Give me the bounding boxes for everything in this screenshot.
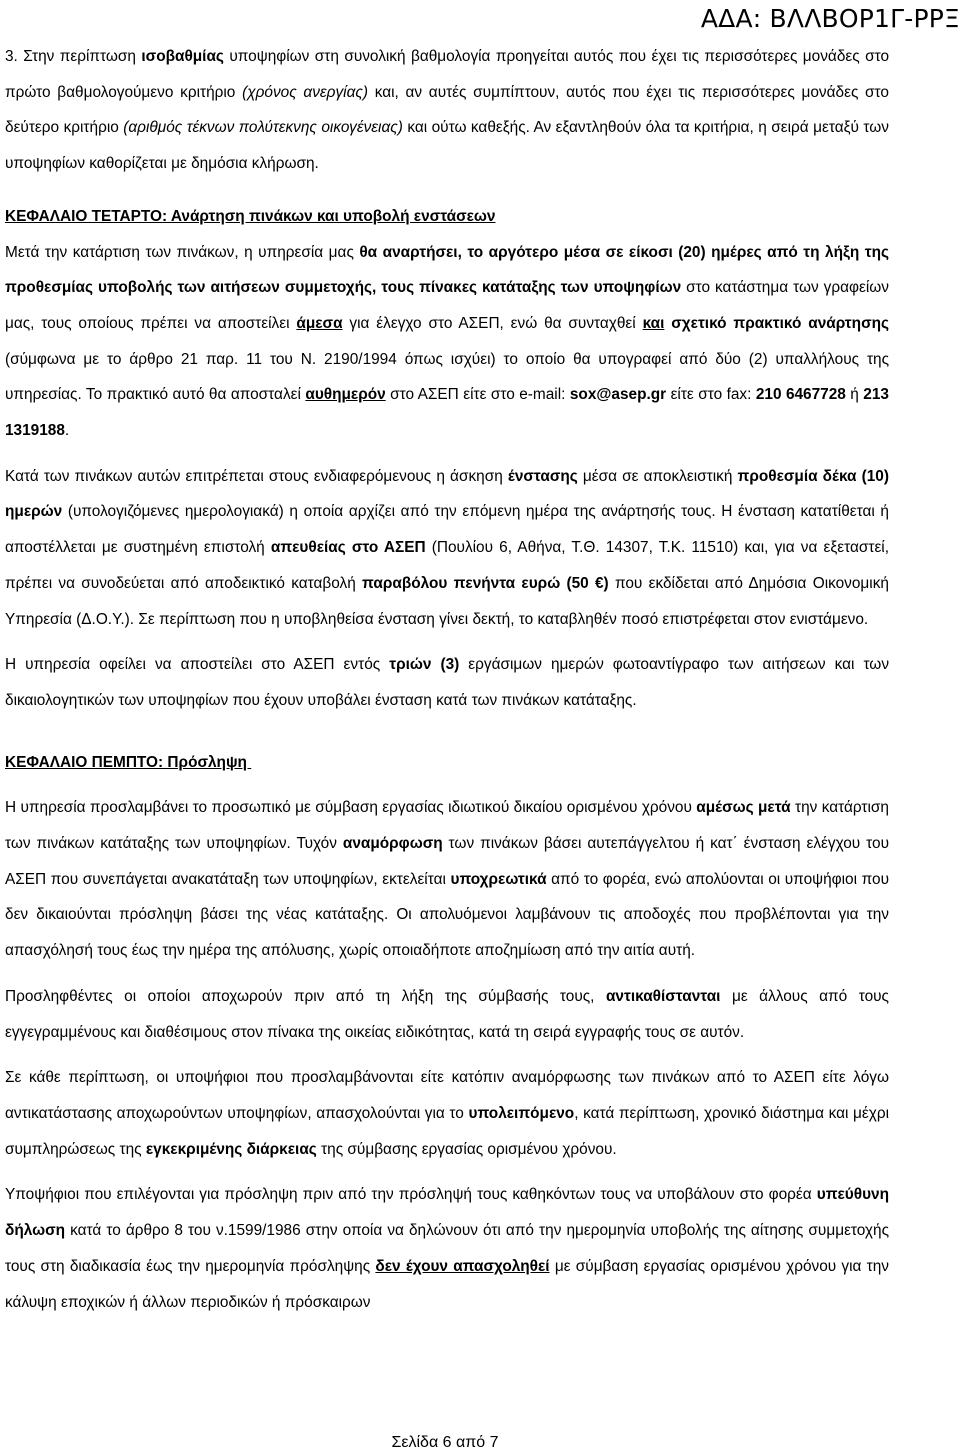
paragraph-hiring: Η υπηρεσία προσλαμβάνει το προσωπικό με σύμβαση εργασίας ιδιωτικού δικαίου ορισμένου χρόνου αμέσως μετά την κατάρτιση των πινάκων κατάταξης των υποψηφίων. Τυχόν αναμόρφωση των πινάκων βάσει αυτεπάγγελτου ή κατ΄ ένσταση ελέγχου του ΑΣΕΠ που συνεπάγεται ανακατάταξη των υποψηφίων, εκτελείται υποχρεωτικά από το φορέα, ενώ απολύονται οι υποψήφιοι που δεν δικαιούνται πρόσληψη βάσει της νέας κατάταξης. Οι απολυόμενοι λαμβάνουν τις αποδοχές που προβλέπονται για την απασχόλησή τους έως την ημέρα της απόλυσης, χωρίς οποιαδήποτε αποζημίωση από την αιτία αυτή. (5, 799, 889, 960)
email-address: sox@asep.gr (569, 386, 667, 404)
paragraph-photocopies: Η υπηρεσία οφείλει να αποστείλει στο ΑΣΕΠ εντός τριών (3) εργάσιμων ημερών φωτοαντίγραφο των αιτήσεων και των δικαιολογητικών των υποψηφίων που έχουν υποβάλει ένσταση κατά των πινάκων κατάταξης. (5, 656, 890, 709)
ada-code: ΑΔΑ: ΒΛΛΒΟΡ1Γ-ΡΡΞ (700, 4, 960, 33)
page-number: Σελίδα 6 από 7 (391, 1434, 499, 1451)
paragraph-objection: Κατά των πινάκων αυτών επιτρέπεται στους ενδιαφερόμενους η άσκηση ένστασης μέσα σε αποκλειστική προθεσμία δέκα (10) ημερών (υπολογιζόμενες ημερολογιακά) η οποία αρχίζει από την επόμενη ημέρα της ανάρτησής τους. Η ένσταση κατατίθεται ή αποστέλλεται με συστημένη επιστολή απευθείας στο ΑΣΕΠ (Πουλίου 6, Αθήνα, Τ.Θ. 14307, Τ.Κ. 11510) και, για να εξεταστεί, πρέπει να συνοδεύεται από αποδεικτικό καταβολή παραβόλου πενήντα ευρώ (50 €) που εκδίδεται από Δημόσια Οικονομική Υπηρεσία (Δ.Ο.Υ.). Σε περίπτωση που η υποβληθείσα ένσταση γίνει δεκτή, το καταβληθέν ποσό επιστρέφεται στον ενιστάμενο. (5, 467, 890, 628)
fax-number-2: 213 1319188 (5, 386, 889, 440)
chapter-4-heading: ΚΕΦΑΛΑΙΟ ΤΕΤΑΡΤΟ: Ανάρτηση πινάκων και υποβολή ενστάσεων (5, 207, 496, 225)
fax-number-1: 210 6467728 (755, 386, 846, 404)
chapter-5-heading: ΚΕΦΑΛΑΙΟ ΠΕΜΠΤΟ: Πρόσληψη (5, 753, 252, 771)
document-body (5, 39, 889, 1320)
paragraph-tiebreak: 3. Στην περίπτωση ισοβαθμίας υποψηφίων στη συνολική βαθμολογία προηγείται αυτός που έχει τις περισσότερες μονάδες στο πρώτο βαθμολογούμενο κριτήριο (χρόνος ανεργίας) και, αν αυτές συμπίπτουν, αυτός που έχει τις περισσότερες μονάδες στο δεύτερο κριτήριο (αριθμός τέκνων πολύτεκνης οικογένειας) και ούτω καθεξής. Αν εξαντληθούν όλα τα κριτήρια, η σειρά μεταξύ των υποψηφίων καθορίζεται με δημόσια κλήρωση. (5, 48, 890, 173)
paragraph-remaining-period: Σε κάθε περίπτωση, οι υποψήφιοι που προσλαμβάνονται είτε κατόπιν αναμόρφωσης των πινάκων από το ΑΣΕΠ είτε λόγω αντικατάστασης αποχωρούντων υποψηφίων, απασχολούνται για το υπολειπόμενο, κατά περίπτωση, χρονικό διάστημα και μέχρι συμπληρώσεως της εγκεκριμένης διάρκειας της σύμβασης εργασίας ορισμένου χρόνου. (5, 1069, 889, 1158)
paragraph-declaration: Υποψήφιοι που επιλέγονται για πρόσληψη πριν από την πρόσληψή τους καθηκόντων τους να υποβάλουν στο φορέα υπεύθυνη δήλωση κατά το άρθρο 8 του ν.1599/1986 στην οποία να δηλώνουν ότι από την ημερομηνία υποβολής της αίτησης συμμετοχής τους στη διαδικασία έως την ημερομηνία πρόσληψης δεν έχουν απασχοληθεί με σύμβαση εργασίας ορισμένου χρόνου για την κάλυψη εποχικών ή άλλων περιοδικών ή πρόσκαιρων (5, 1186, 889, 1311)
paragraph-replacement: Προσληφθέντες οι οποίοι αποχωρούν πριν από τη λήξη της σύμβασής τους, αντικαθίστανται με άλλους από τους εγγεγραμμένους και διαθέσιμους στον πίνακα της οικείας ειδικότητας, κατά τη σειρά εγγραφής τους σε αυτόν. (5, 987, 889, 1041)
paragraph-posting: Μετά την κατάρτιση των πινάκων, η υπηρεσία μας θα αναρτήσει, το αργότερο μέσα σε είκοσι (20) ημέρες από τη λήξη της προθεσμίας υποβολής των αιτήσεων συμμετοχής, τους πίνακες κατάταξης των υποψηφίων στο κατάστημα των γραφείων μας, τους οποίους πρέπει να αποστείλει άμεσα για έλεγχο στο ΑΣΕΠ, ενώ θα συνταχθεί και σχετικό πρακτικό ανάρτησης (σύμφωνα με το άρθρο 21 παρ. 11 του Ν. 2190/1994 όπως ισχύει) το οποίο θα υπογραφεί από δύο (2) υπαλλήλους της υπηρεσίας. Το πρακτικό αυτό θα αποσταλεί αυθημερόν στο ΑΣΕΠ είτε στο e-mail: sox@asep.gr είτε στο fax: 210 6467728 ή 213 1319188. (5, 243, 890, 440)
